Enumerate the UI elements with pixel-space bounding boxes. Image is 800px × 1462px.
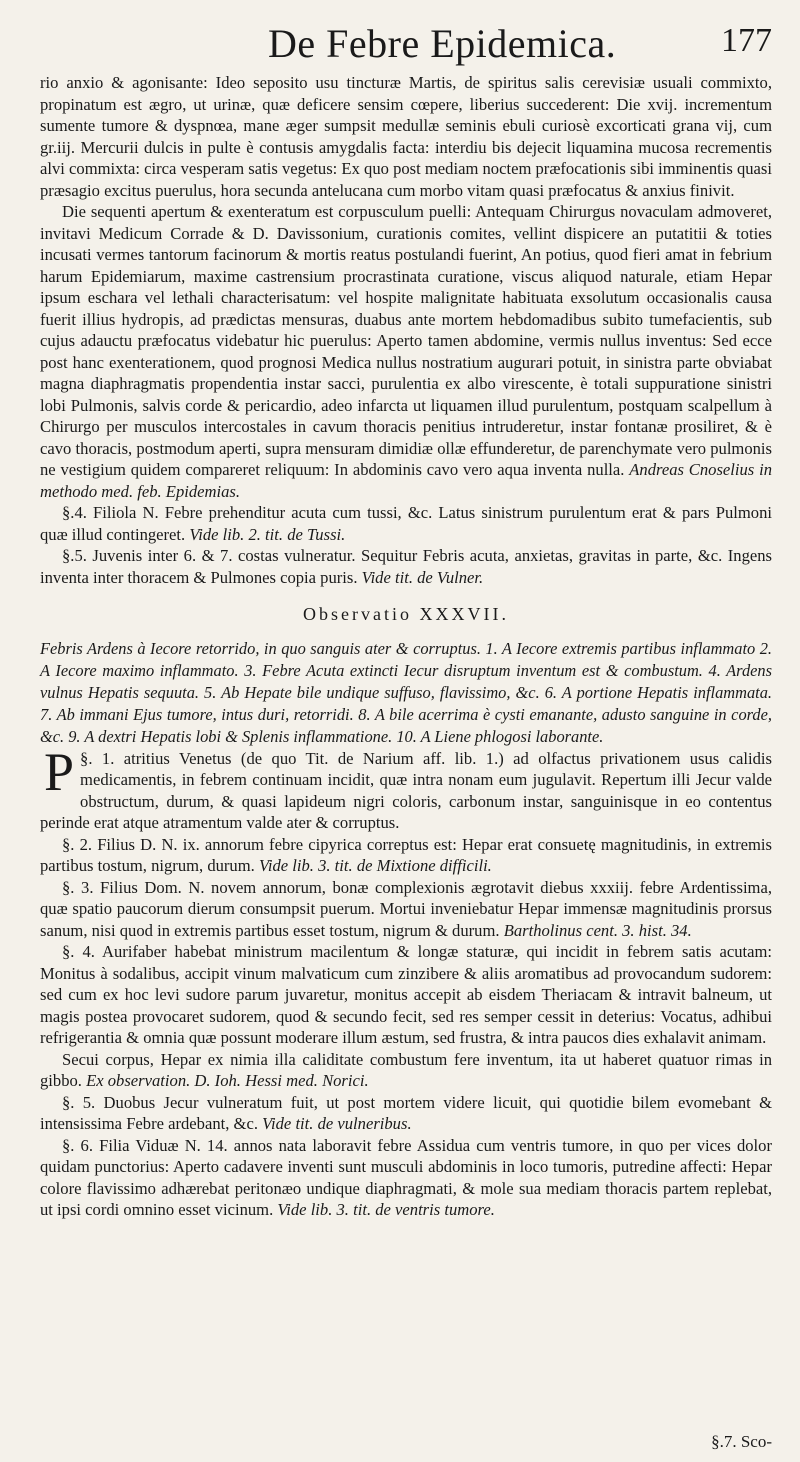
- dissection-paragraph: [40, 201, 772, 502]
- section-paragraph: [40, 741, 772, 834]
- page-number: 177: [721, 22, 772, 59]
- citation: Ex observation. D. Ioh. Hessi med. Norici.: [86, 1071, 369, 1090]
- section-paragraph: [40, 1135, 772, 1221]
- continuation-paragraph: rio anxio & agonisante: Ideo seposito usu tincturæ Martis, de spiritus salis cerevisiæ usuali commixto, propinatum est ægro, ut urinæ, quæ deficere sensim cœpere, liberius succederent: Die xvij. incrementum sumente tumore & dyspnœa, mane æger sumpsit medullæ seminis ebuli curiosè excorticati grana vij, cum gr.iij. Mercurii dulcis in pulte è contusis amygdalis facta: interdiu bis dejecit liquamina mucosa recrementis alvi commixta: circa vesperam satis vegetus: Ex quo post mediam noctem præfocationis sibi imminentis quasi præsagio excitus puerulus, hora secunda antelucana cum morbo vitam quasi præfocatus & anxius finivit.: [40, 73, 772, 200]
- observation-heading: Observatio XXXVII.: [303, 604, 509, 624]
- section-mark: §.4.: [62, 503, 87, 522]
- section-text: Juvenis inter 6. & 7. costas vulneratur. Sequitur Febris acuta, anxietas, gravitas in parte, &c. Ingens inventa inter thoracem & Pulmones copia puris.: [40, 546, 772, 587]
- section-text: Secui corpus, Hepar ex nimia illa caliditate combustum fere inventum, ita ut haberet quatuor rimas in gibbo.: [40, 1049, 772, 1090]
- drop-capital: P: [44, 741, 75, 802]
- main-text: [40, 72, 772, 1221]
- cross-reference: Vide lib. 3. tit. de ventris tumore.: [277, 1200, 495, 1219]
- section-mark: §. 3.: [62, 877, 94, 897]
- section-paragraph: [40, 502, 772, 545]
- section-mark: §. 6.: [62, 1135, 93, 1155]
- section-paragraph: [40, 1049, 772, 1092]
- section-mark: §. 5.: [62, 1092, 96, 1112]
- section-text: Filiola N. Febre prehenditur acuta cum tussi, &c. Latus sinistrum purulentum erat & pars Pulmoni quæ illud contingeret.: [40, 503, 772, 544]
- section-text: Filia Viduæ N. 14. annos nata laboravit febre Assidua cum ventris tumore, in quo per vices dolor quidam punctorius: Aperto cadavere inventi sunt musculi abdominis in loco tumoris, putredine affecti: Hepar colore flavissimo adhærebat peritonæo undique diaphragmati, & mole sua mediam thoracis partem replebat, ut ipsi cordi omnino esset vicinum.: [40, 1135, 772, 1219]
- section-paragraph: [40, 834, 772, 877]
- section-text: Filius Dom. N. novem annorum, bonæ complexionis ægrotavit diebus xxxiij. febre Ardentissima, quæ spatio paucorum dierum consumpsit puerum. Mortui inveniebatur Hepar immensæ magnitudinis prorsus sanum, nisi quod in extremis partibus esset tostum, nigrum & durum.: [40, 877, 772, 940]
- observation-summary: Febris Ardens à Iecore retorrido, in quo sanguis ater & corruptus. 1. A Iecore extremis partibus inflammato 2. A Iecore maximo inflammato. 3. Febre Acuta extincti Iecur disruptum inventum est & combustum. 4. Ardens vulnus Hepatis sequuta. 5. Ab Hepate bile undique suffuso, flavissimo, &c. 6. A portione Hepatis inflammata. 7. Ab immani Ejus tumore, intus duri, retorridi. 8. A bile acerrima è cysti emanante, adusto sanguine in corde, &c. 9. A dextri Hepatis lobi & Splenis inflammatione. 10. A Liene phlogosi laborante.: [40, 638, 772, 746]
- citation: Bartholinus cent. 3. hist. 34.: [503, 920, 692, 940]
- cross-reference: Vide tit. de Vulner.: [361, 567, 484, 587]
- cross-reference: Vide lib. 3. tit. de Mixtione difficili.: [258, 856, 492, 875]
- citation: Andreas Cnoselius in methodo med. feb. Epidemias.: [40, 460, 772, 501]
- dissection-text: Die sequenti apertum & exenteratum est corpusculum puelli: Antequam Chirurgus novaculam admoveret, invitavi Medicum Corrade & D. Davissonium, curationis comites, vellint dispicere an putatitii & toties incusati vermes tantorum facinorum & mortis reatus postulandi fuerint, An potius, quod fieri amat in febrium harum Epidemiarum, maxime castrensium procrastinata curatione, viscus aliquod naturale, etiam Hepar ipsum eschara vel lethali characterisatum: vel hospite malignitate habituata exsolutum occasionalis causa fuerit illius hydropis, ad prædictas mensuras, duabus ante mortem hebdomadibus subito tumefacientis, sub cujus adauctu præfocatus videbatur hic puerulus: Aperto tamen abdomine, vermis nullus inventus: Sed ecce post hanc exenterationem, quod prognosi Medica nullus nostratium augurari potuit, in sinistra parte obviabat magna diaphragmatis propendentia instar sacci, purulentia ex albo virescente, è totali suppuratione sinistri lobi Pulmonis, salvis corde & pericardio, adeo infarcta ut liquamen illud purulentum, postquam scalpellum à Chirurgo per musculos intercostales in cavum thoracis penitius intruderetur, instar fontanæ prosiliret, & è cavo thoracis, postmodum aperti, supra mensuram dimidiæ ollæ effunderetur, de parenchymate vero pulmonis ne vestigium quidem compareret reliquum: In abdominis cavo vero aqua inventa nulla.: [40, 202, 772, 479]
- cross-reference: Vide lib. 2. tit. de Tussi.: [189, 524, 346, 544]
- section-mark: §. 4.: [62, 942, 95, 961]
- section-paragraph: [40, 941, 772, 1049]
- running-title: De Febre Epidemica.: [268, 21, 617, 66]
- section-mark: §. 2.: [62, 834, 93, 854]
- section-mark: §.5.: [62, 546, 87, 565]
- section-text: Duobus Jecur vulneratum fuit, ut post mortem videre licuit, qui quotidie bilem evomebant & intensissima Febre ardebant, &c.: [40, 1092, 773, 1133]
- section-text: atritius Venetus (de quo Tit. de Narium aff. lib. 1.) ad olfactus privationem usus calidis medicamentis, in febrem continuam incidit, quæ intra nonam eum jugulavit. Repertum illi Jecur valde obstructum, durum, & quasi lapideum nigri coloris, carbonum instar, sanguinisque in eo contentus perinde erat atque atramentum valde ater & corruptus.: [40, 748, 772, 832]
- section-text: Aurifaber habebat ministrum macilentum & longæ staturæ, qui incidit in febrem satis acutam: Monitus à sodalibus, accipit vinum malvaticum cum zinzibere & aliis aromatibus ad provocandum sudorem: sed cum ex hoc levi sudore parum juvaretur, monitus accepit ab eisdem Theriacam & intravit balneum, ut magis postea provocaret sudorem, quod & secundo fecit, sed res semper cessit in deterius: Vocatus, adhibui refrigerantia & omnia quæ possunt moderare illum æstum, sed frustra, & intra paucos dies exhalavit animam.: [40, 942, 772, 1047]
- section-text: Filius D. N. ix. annorum febre cipyrica correptus est: Hepar erat consuetę magnitudinis, in extremis partibus tostum, nigrum, durum.: [40, 834, 772, 875]
- cross-reference: Vide tit. de vulneribus.: [262, 1114, 412, 1133]
- catchword: §.7. Sco-: [711, 1432, 772, 1451]
- page-header: [40, 14, 772, 72]
- section-paragraph: [40, 545, 772, 588]
- section-paragraph: [40, 877, 772, 942]
- section-mark: §. 1.: [80, 748, 115, 768]
- section-paragraph: [40, 1092, 772, 1135]
